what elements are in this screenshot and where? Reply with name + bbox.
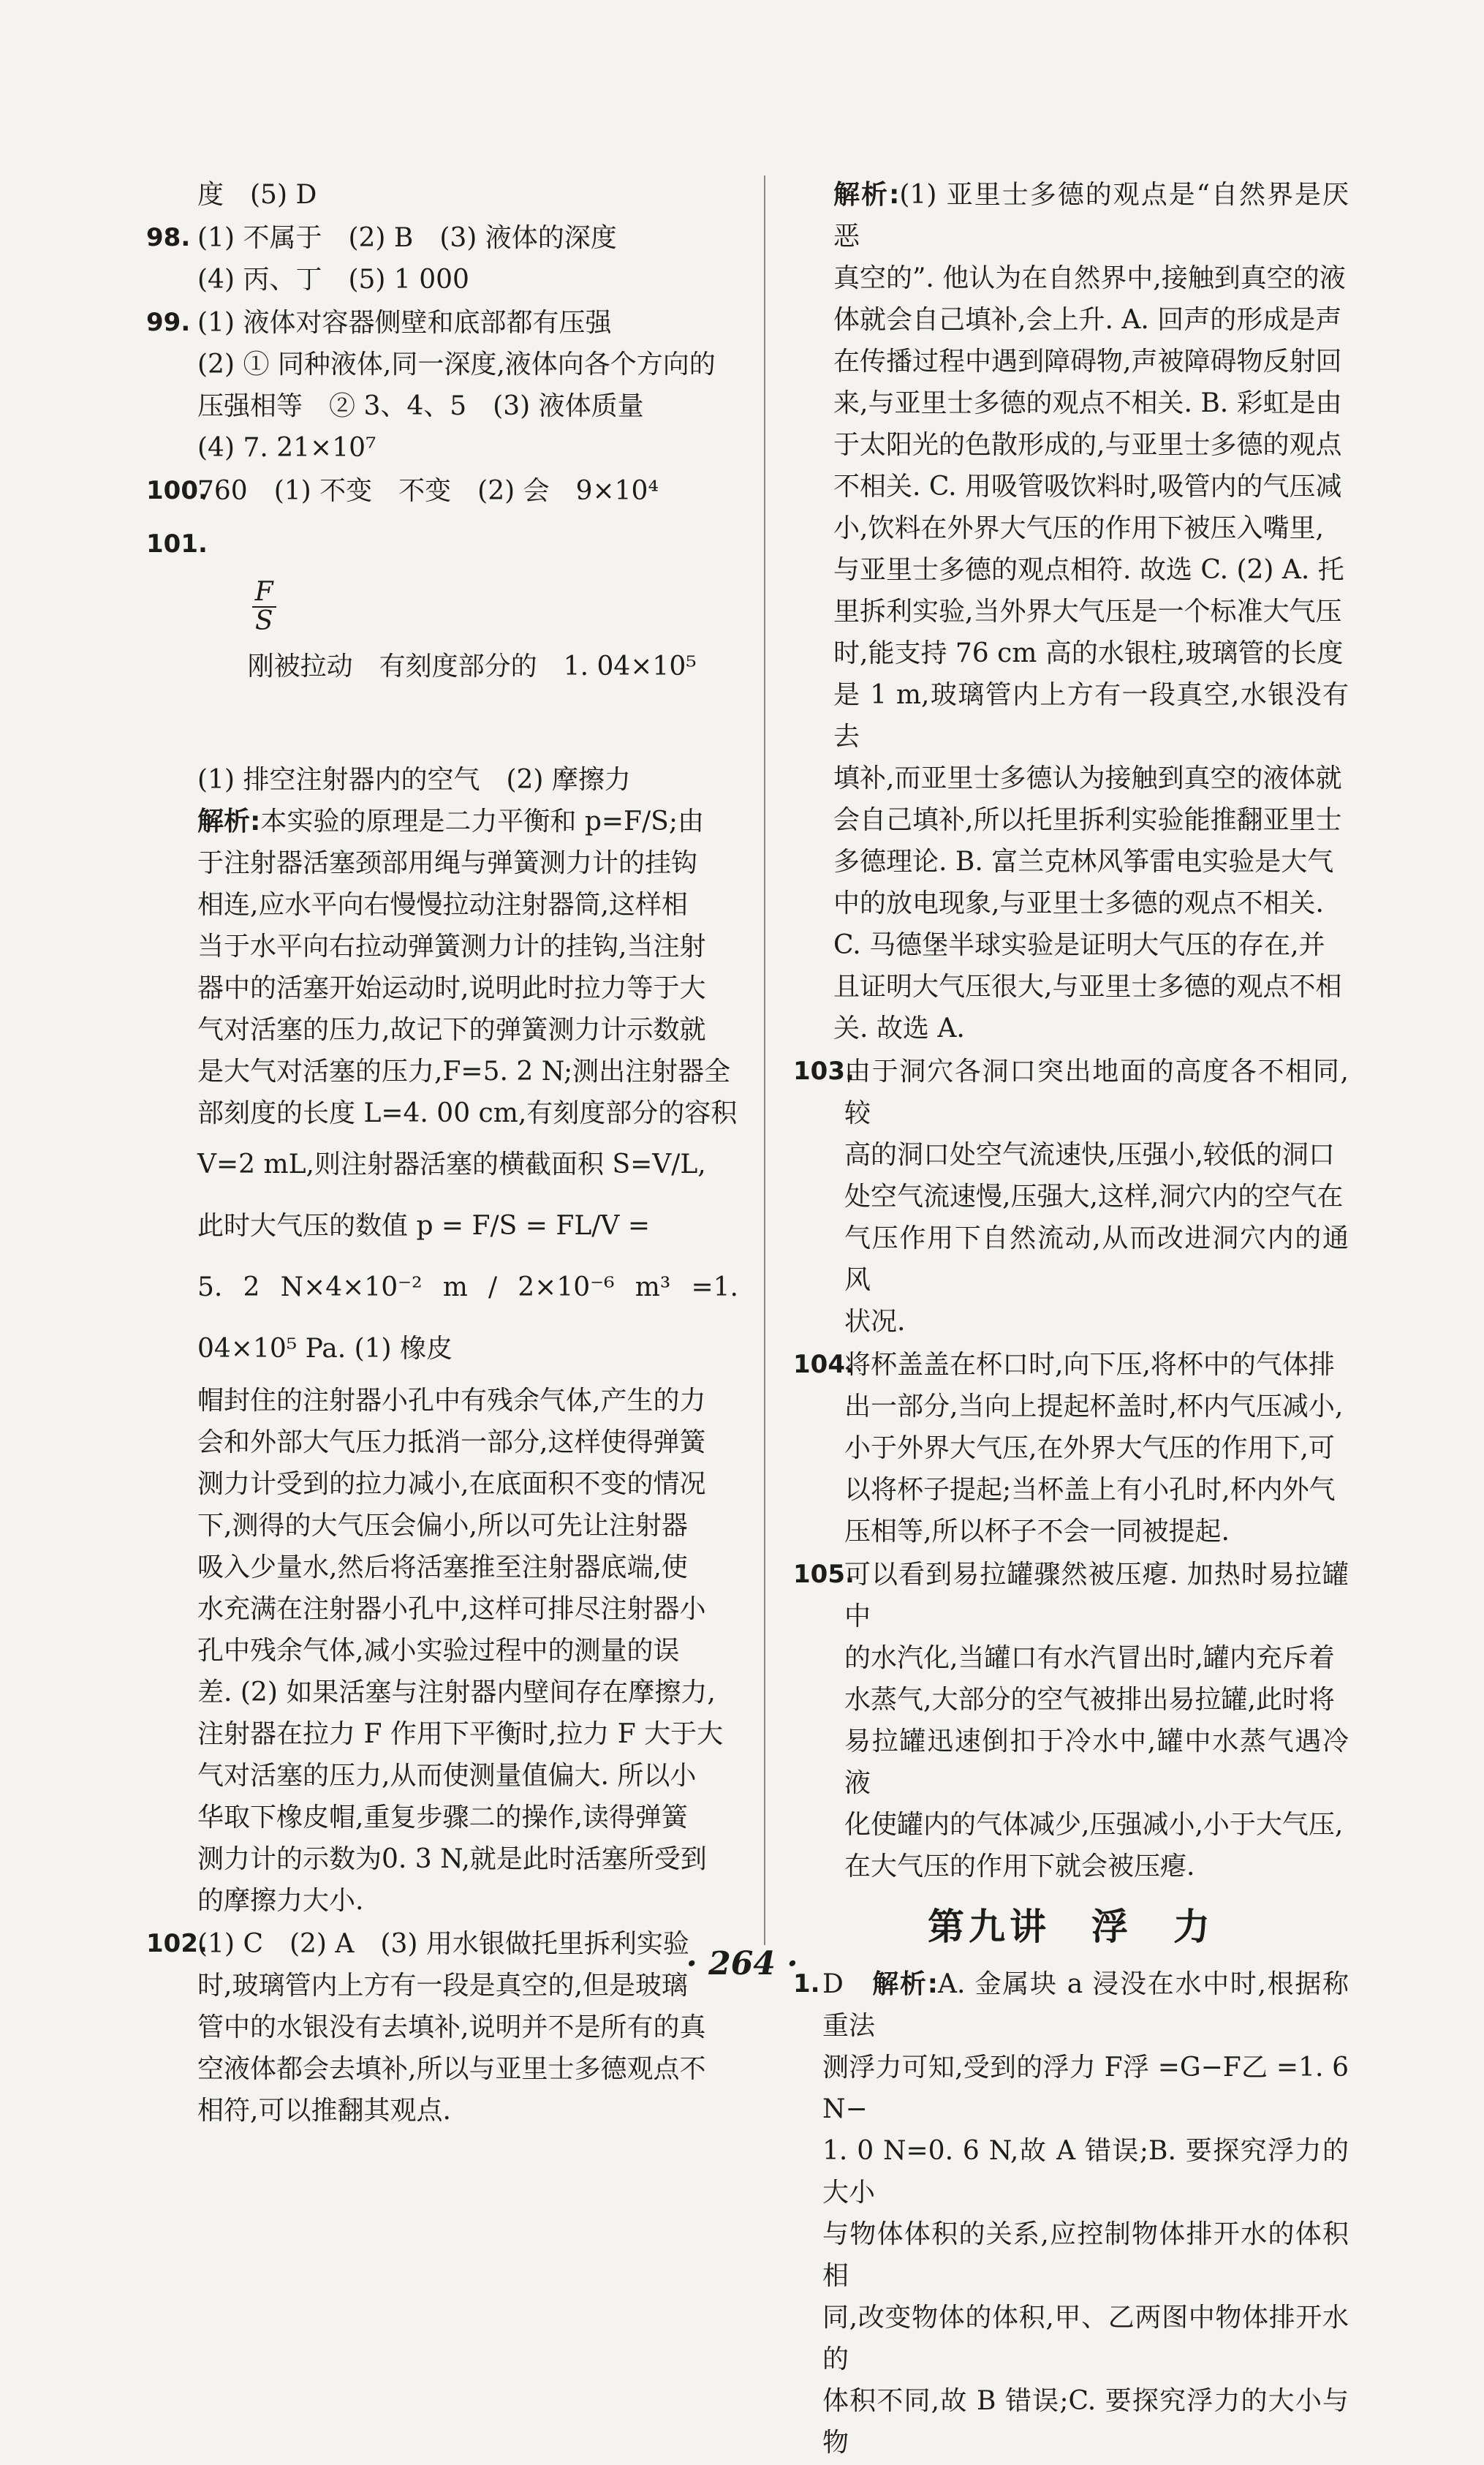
analysis-label: 解析: [833, 180, 900, 210]
right-column [793, 174, 1358, 2465]
fraction-f-over-s: $\frac{F}{S}$ [252, 578, 276, 635]
q101: 101. $\frac{F}{S}$ 刚被拉动 有刻度部分的 1. 04×10⁵ (1) 排空注射器内的空气 (2) 摩擦力 解析:本实验的原理是二力平衡和 p=F/S;由 于注射器活塞颈部用绳与弹簧测力计的挂钩 相连,应水平向右慢慢拉动注射器筒,这样相 当于水平向右拉动弹簧测力计的挂钩,当注射 器中的活塞开始运动时,说明此时拉力等于大 气对活塞的压力,故记下的弹簧测力计示数就 是大气对活塞的压力,F=5. 2 N;测出注射器全 部刻度的长度 L=4. 00 cm,有刻度部分的容积 V=2 mL,则注射器活塞的横截面积 S=V/L, 此时大气压的数值 p = F/S = FL/V = 5. 2 N×4×10⁻² m / 2×10⁻⁶ m³ =1. 04×10⁵ Pa. (1) 橡皮 帽封住的注射器小孔中有残余气体,产生的力 会和外部大气压力抵消一部分,这样使得弹簧 测力计受到的拉力减小,在底面积不变的情况 下,测得的大气压会偏小,所以可先让注射器 吸入少量水,然后将活塞推至注射器底端,使 水充满在注射器小孔中,这样可排尽注射器小 孔中残余气体,减小实验过程中的测量的误 差. (2) 如果活塞与注射器内壁间存在摩擦力, 注射器在拉力 F 作用下平衡时,拉力 F 大于大 气对活塞的压力,从而使测量值偏大. 所以小 华取下橡皮帽,重复步骤二的操作,读得弹簧 测力计的示数为0. 3 N,就是此时活塞所受到 的摩擦力大小. [146, 529, 747, 1916]
q102: 102. (1) C (2) A (3) 用水银做托里拆利实验 时,玻璃管内上方有一段是真空的,但是玻璃 管中的水银没有去填补,说明并不是所有的真 空液体都会去填补,所以与亚里士多德观点不 相符,可以推翻其观点. [146, 1929, 706, 2126]
analysis-label: 解析: [197, 807, 261, 837]
q100: 100. 760 (1) 不变 不变 (2) 会 9×10⁴ [146, 476, 659, 506]
analysis-label: 解析: [872, 1969, 939, 1999]
q104: 104. 将杯盖盖在杯口时,向下压,将杯中的气体排 出一部分,当向上提起杯盖时,杯内气压减小, 小于外界大气压,在外界大气压的作用下,可 以将杯子提起;当杯盖上有小孔时,杯内外气 压相等,所以杯子不会一同被提起. [793, 1350, 1344, 1547]
page-number: · 264 · [686, 1945, 798, 1982]
section-heading: 第九讲 浮 力 [928, 1906, 1214, 1948]
q105: 105. 可以看到易拉罐骤然被压瘪. 加热时易拉罐中 的水汽化,当罐口有水汽冒出时,罐内充斥着 水蒸气,大部分的空气被排出易拉罐,此时将 易拉罐迅速倒扣于冷水中,罐中水蒸气遇冷液 化使罐内的气体减少,压强减小,小于大气压, 在大气压的作用下就会被压瘪. [793, 1560, 1349, 1881]
q103: 103. 由于洞穴各洞口突出地面的高度各不相同,较 高的洞口处空气流速快,压强小,较低的洞口 处空气流速慢,压强大,这样,洞穴内的空气在 气压作用下自然流动,从而改进洞穴内的通风 状况. [793, 1057, 1349, 1337]
q102-analysis: 解析:(1) 亚里士多德的观点是“自然界是厌恶 真空的”. 他认为在自然界中,接触到真空的液 体就会自己填补,会上升. A. 回声的形成是声 在传播过程中遇到障碍物,声被障碍物反射回 来,与亚里士多德的观点不相关. B. 彩虹是由 于太阳光的色散形成的,与亚里士多德的观点 不相关. C. 用吸管吸饮料时,吸管内的气压减 小,饮料在外界大气压的作用下被压入嘴里, 与亚里士多德的观点相符. 故选 C. (2) A. 托 里拆利实验,当外界大气压是一个标准大气压 时,能支持 76 cm 高的水银柱,玻璃管的长度 是 1 m,玻璃管内上方有一段真空,水银没有去 填补,而亚里士多德认为接触到真空的液体就 会自己填补,所以托里拆利实验能推翻亚里士 多德理论. B. 富兰克林风筝雷电实验是大气 中的放电现象,与亚里士多德的观点不相关. C. 马德堡半球实验是证明大气压的存在,并 且证明大气压很大,与亚里士多德的观点不相 关. 故选 A. [833, 180, 1349, 1043]
q99: 99. (1) 液体对容器侧壁和底部都有压强 (2) ① 同种液体,同一深度,液体向各个方向的 压强相等 ② 3、4、5 (3) 液体质量 (4) 7. 21×10⁷ [146, 308, 716, 463]
q97-continuation: 度 (5) D [197, 180, 317, 210]
q98: 98. (1) 不属于 (2) B (3) 液体的深度 (4) 丙、丁 (5) 1 000 [146, 223, 617, 295]
column-divider [764, 175, 765, 1945]
q1: 1. D 解析:A. 金属块 a 浸没在水中时,根据称重法 测浮力可知,受到的浮力 F浮 =G−F乙 =1. 6 N− 1. 0 N=0. 6 N,故 A 错误;B. 要探究浮力的大小 与物体体积的关系,应控制物体排开水的体积相 同,改变物体的体积,甲、乙两图中物体排开水的 体积不同,故 B 错误;C. 要探究浮力的大小与物 [793, 1969, 1358, 2458]
